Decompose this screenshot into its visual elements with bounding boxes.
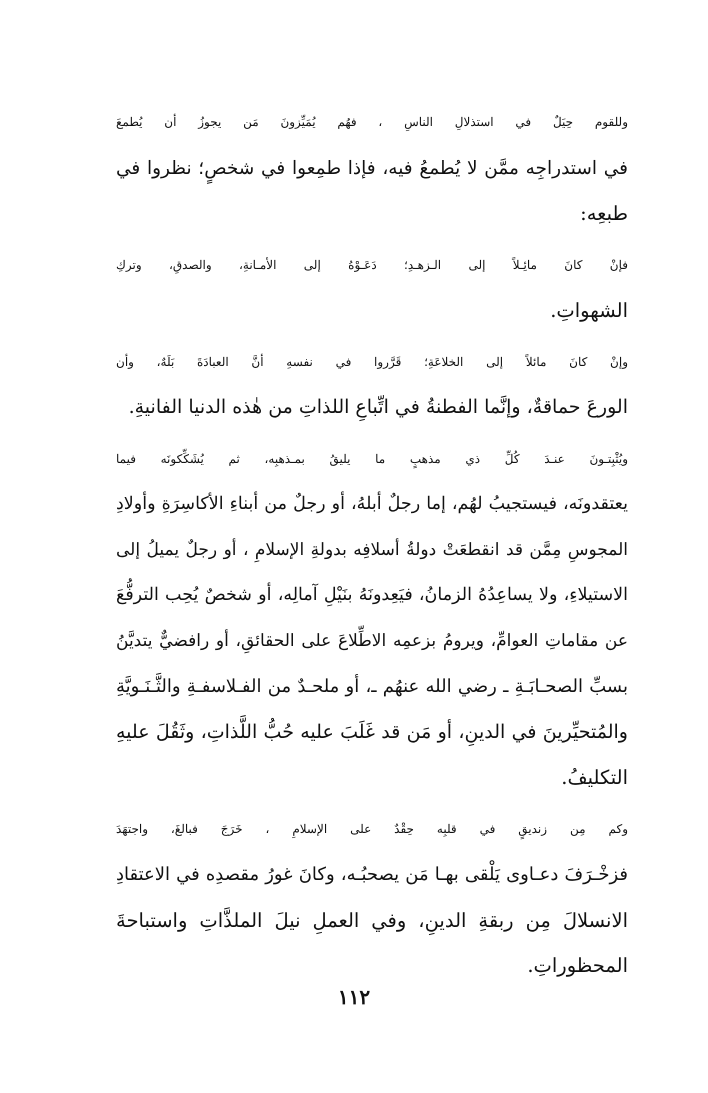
- text-line: التكليفُ.: [561, 766, 628, 789]
- text-line: فزخْـرَفَ دعـاوى يَلْقى بهـا مَن يصحبُـه، وكانَ غورُ مقصدِه في الاعتقادِ: [116, 864, 628, 885]
- paragraph-3: [116, 340, 654, 431]
- text-line: الشهواتِ.: [550, 299, 628, 322]
- text-line: وإنْ كانَ مائلاً إلى الخلاعَةِ؛ قَرَّروا في نفسهِ أنَّ العبادَةَ بَلَهٌ، وأن: [116, 354, 628, 369]
- text-line: والمُتحيِّرينَ في الدينِ، أو مَن قد غَلَبَ عليه حُبُّ اللَّذاتِ، وثَقُلَ عليهِ: [116, 720, 628, 743]
- text-line: في استدراجِه ممَّن لا يُطمعُ فيه، فإذا طمِعوا في شخصٍ؛ نظروا في: [116, 157, 628, 179]
- page-number: ١١٢: [337, 985, 371, 1009]
- text-line: ويُثْبِتـونَ عنـدَ كُلِّ ذي مذهبٍ ما يليقُ بمـذهبِه، ثم يُشَكِّكونَه فيما: [116, 451, 628, 466]
- body-text: [116, 100, 654, 995]
- text-line: الاستيلاءِ، ولا يساعِدُهُ الزمانُ، فيَعِدونَهُ بنَيْلِ آمالِه، أو شخصٌ يُحِب الترفُّعَ: [116, 585, 628, 605]
- text-line: وكم مِن زنديقٍ في قلبِه حِقْدٌ على الإسلامِ ، خَرَجَ فبالغَ، واجتهَدَ: [116, 821, 628, 836]
- text-line: وللقوم حِيَلٌ في استذلالِ الناسِ ، فهُم يُمَيِّزونَ مَن يجوزُ أن يُطمعَ: [116, 115, 628, 129]
- paragraph-1: [116, 100, 654, 237]
- paragraph-5: [116, 807, 654, 989]
- paragraph-4: [116, 437, 654, 801]
- text-line: يعتقدونَه، فيستجيبُ لهُم، إما رجلٌ أبلهُ، أو رجلٌ من أبناءِ الأكاسِرَةِ وأولادِ: [116, 494, 628, 514]
- text-line: عن مقاماتِ العوامِّ، ويرومُ بزعمِه الاطِّلاعَ على الحقائقِ، أو رافضيٌّ يتديَّنُ: [116, 630, 628, 651]
- text-line: الانسلالَ مِن ربقةِ الدينِ، وفي العملِ نيلَ الملذَّاتِ واستباحةَ: [116, 908, 628, 932]
- text-line: طبعِه:: [580, 202, 628, 225]
- text-line: فإنْ كانَ مائِـلاً إلى الـزهـدِ؛ دَعَـوْهُ إلى الأمـانةِ، والصدقِ، وتركِ: [116, 257, 628, 272]
- text-line: المحظوراتِ.: [527, 954, 628, 977]
- text-line: المجوسِ مِمَّن قد انقطعَتْ دولةُ أسلافِه بدولةِ الإسلامِ ، أو رجلٌ يميلُ إلى: [116, 539, 628, 560]
- paragraph-2: [116, 243, 654, 334]
- text-line: الورعَ حماقةٌ، وإنَّما الفطنةُ في اتِّباعِ اللذاتِ من هٰذه الدنيا الفانيةِ.: [128, 396, 628, 418]
- text-line: بسبِّ الصحـابَـةِ ـ رضي الله عنهُم ـ، أو ملحـدٌ من الفـلاسفـةِ والثَّـنَـويَّةِ: [116, 676, 628, 697]
